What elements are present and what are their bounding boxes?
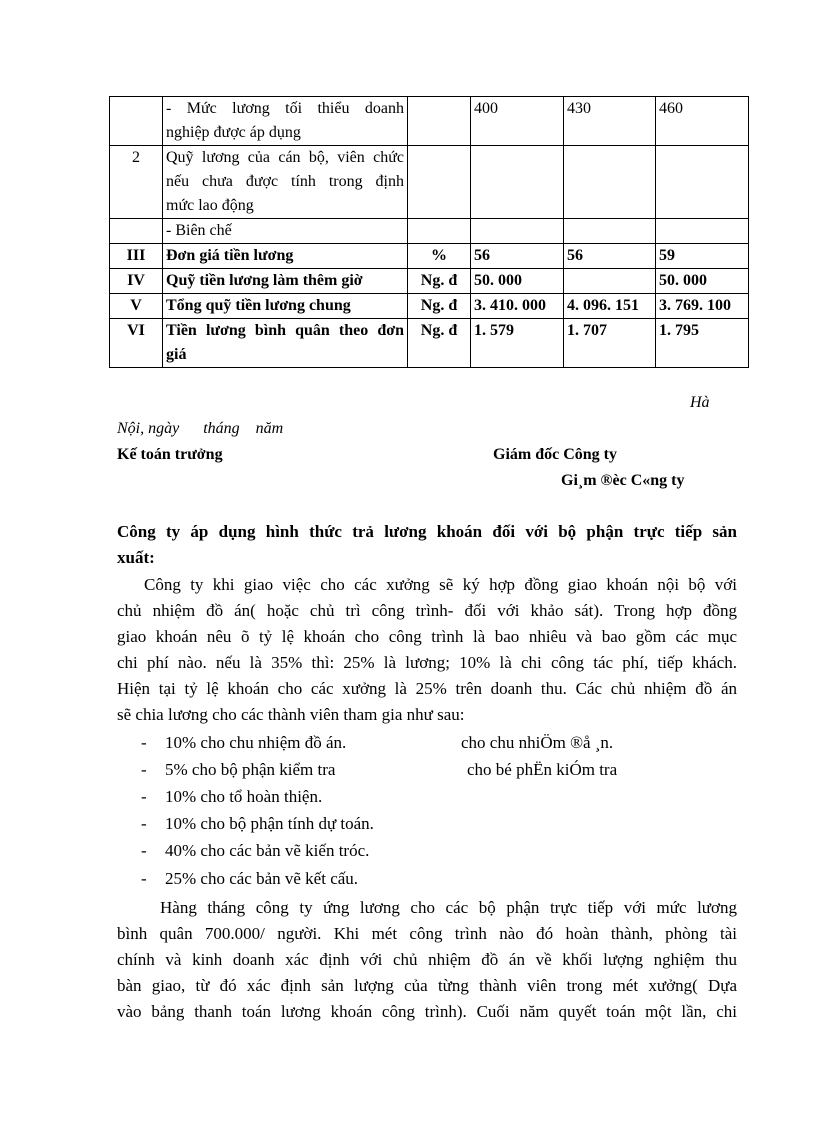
row-value-1	[471, 219, 564, 244]
list-item: 25% cho các bản vẽ kết cấu.	[165, 869, 359, 888]
list-item: 5% cho bộ phận kiểm tra	[165, 760, 336, 779]
list-item-dash: -	[141, 841, 147, 860]
row-value-2	[564, 219, 656, 244]
row-value-3: 1. 795	[656, 319, 749, 368]
list-item-dash: -	[141, 733, 147, 752]
row-value-1: 50. 000	[471, 269, 564, 294]
row-number: VI	[110, 319, 163, 368]
row-unit: Ng. đ	[408, 269, 471, 294]
paragraph-line: Hiện tại tỷ lệ khoán cho các xưởng là 25% trên doanh thu. Các chủ nhiệm đồ án	[117, 679, 737, 698]
row-value-2: 1. 707	[564, 319, 656, 368]
paragraph-line: bàn giao, từ đó xác định sản lượng của từng thành viên trong mét xưởng( Dựa	[117, 976, 737, 995]
list-item-dash: -	[141, 869, 147, 888]
row-number: 2	[110, 146, 163, 219]
paragraph-line: Công ty khi giao việc cho các xưởng sẽ ký hợp đồng giao khoán nội bộ với	[144, 575, 737, 594]
row-item	[163, 146, 408, 219]
row-value-2	[564, 146, 656, 219]
table-row	[110, 269, 749, 294]
row-number	[110, 219, 163, 244]
row-value-3: 50. 000	[656, 269, 749, 294]
row-value-2: 56	[564, 244, 656, 269]
row-item	[163, 269, 408, 294]
wage-fund-table	[109, 96, 749, 368]
row-value-2: 430	[564, 97, 656, 146]
list-item: 10% cho bộ phận tính dự toán.	[165, 814, 374, 833]
list-item: 40% cho các bản vẽ kiến tróc.	[165, 841, 370, 860]
row-item	[163, 294, 408, 319]
row-unit	[408, 219, 471, 244]
item-line: Quỹ lương của cán bộ, viên chức	[166, 149, 404, 166]
list-item-garbled: cho bé phËn kiÓm tra	[467, 760, 618, 779]
item-line: nếu chưa được tính trong định	[166, 173, 404, 190]
row-value-3	[656, 219, 749, 244]
heading-line: xuất:	[117, 548, 155, 567]
row-value-1: 56	[471, 244, 564, 269]
table-row	[110, 319, 749, 368]
row-unit	[408, 146, 471, 219]
paragraph-advance	[117, 895, 737, 1025]
row-number: V	[110, 294, 163, 319]
paragraph-line: giao khoán nêu õ tỷ lệ khoán cho công trình là bao nhiêu và bao gồm các mục	[117, 627, 737, 646]
row-unit	[408, 97, 471, 146]
row-value-1: 1. 579	[471, 319, 564, 368]
item-line: mức lao động	[166, 197, 254, 214]
row-value-2: 4. 096. 151	[564, 294, 656, 319]
list-item: 10% cho chu nhiệm đồ án.	[165, 733, 347, 752]
accountant-title: Kế toán trưởng	[117, 446, 223, 463]
row-value-1: 3. 410. 000	[471, 294, 564, 319]
item-line: giá	[166, 346, 187, 363]
row-value-3	[656, 146, 749, 219]
section-heading	[117, 519, 737, 571]
list-item-dash: -	[141, 787, 147, 806]
paragraph-contract	[117, 572, 737, 728]
row-item	[163, 219, 408, 244]
row-number: III	[110, 244, 163, 269]
row-value-3: 460	[656, 97, 749, 146]
paragraph-line: chi phí nào. nếu là 35% thì: 25% là lương; 10% là chi công tác phí, tiếp khách.	[117, 653, 737, 672]
place-text: Hà	[690, 394, 710, 411]
paragraph-line: Hàng tháng công ty ứng lương cho các bộ phận trực tiếp với mức lương	[160, 898, 737, 917]
row-value-1	[471, 146, 564, 219]
paragraph-line: vào bảng thanh toán lương khoán công trình). Cuối năm quyết toán một lần, chi	[117, 1002, 737, 1021]
paragraph-line: chủ nhiệm đồ án( hoặc chủ trì công trình- đối với khảo sát). Trong hợp đồng	[117, 601, 737, 620]
item-line: Quỹ tiền lương làm thêm giờ	[166, 272, 363, 289]
director-title: Giám đốc Công ty	[493, 446, 617, 463]
row-unit: %	[408, 244, 471, 269]
row-item	[163, 244, 408, 269]
row-number: IV	[110, 269, 163, 294]
row-item	[163, 97, 408, 146]
list-item-dash: -	[141, 760, 147, 779]
table-row	[110, 97, 749, 146]
row-value-3: 3. 769. 100	[656, 294, 749, 319]
row-item	[163, 319, 408, 368]
table-row	[110, 294, 749, 319]
item-line: Đơn giá tiền lương	[166, 247, 294, 264]
table-row	[110, 146, 749, 219]
item-line: Tiền lương bình quân theo đơn	[166, 322, 404, 339]
row-value-1: 400	[471, 97, 564, 146]
row-unit: Ng. đ	[408, 319, 471, 368]
paragraph-line: sẽ chia lương cho các thành viên tham gia như sau:	[117, 705, 465, 724]
list-item-dash: -	[141, 814, 147, 833]
row-unit: Ng. đ	[408, 294, 471, 319]
item-line: nghiệp được áp dụng	[166, 124, 301, 141]
item-line: - Biên chế	[166, 222, 232, 239]
list-item-garbled: cho chu nhiÖm ®å ¸n.	[461, 733, 614, 752]
heading-line: Công ty áp dụng hình thức trả lương khoán đối với bộ phận trực tiếp sản	[117, 522, 737, 541]
item-line: Tổng quỹ tiền lương chung	[166, 297, 351, 314]
table-row	[110, 244, 749, 269]
director-title-garbled: Gi¸m ®èc C«ng ty	[561, 472, 685, 489]
row-value-3: 59	[656, 244, 749, 269]
row-number	[110, 97, 163, 146]
table-row	[110, 219, 749, 244]
row-value-2	[564, 269, 656, 294]
item-line: - Mức lương tối thiểu doanh	[166, 100, 404, 117]
paragraph-line: bình quân 700.000/ người. Khi mét công trình nào đó hoàn thành, phòng tài	[117, 924, 737, 943]
paragraph-line: chính và kinh doanh xác định với chủ nhiệm đồ án về khối lượng nghiệm thu	[117, 950, 737, 969]
list-item: 10% cho tổ hoàn thiện.	[165, 787, 323, 806]
date-line: Nội, ngày tháng năm	[117, 420, 284, 437]
